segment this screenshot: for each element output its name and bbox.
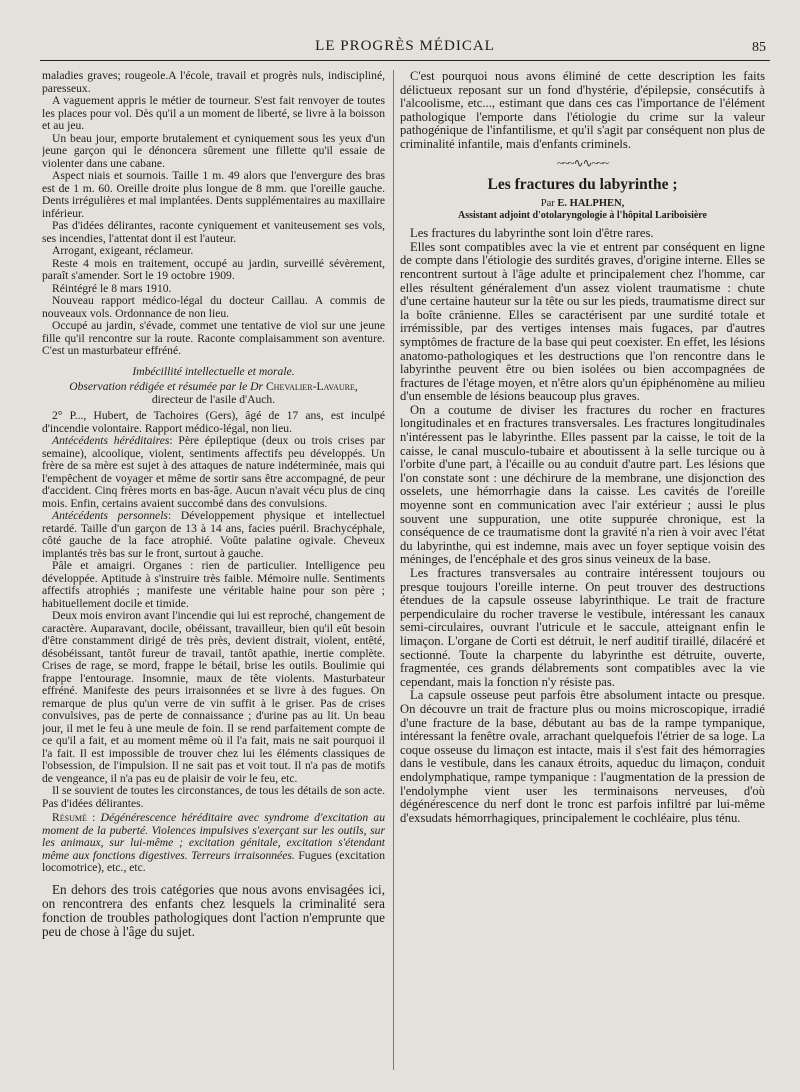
observation-author-title: directeur de l'asile d'Auch. [151,392,276,406]
observation-credit [42,381,385,394]
author-affiliation: Assistant adjoint d'otolaryngologie à l'hôpital Lariboisière [458,210,707,222]
paragraph: On a coutume de diviser les fractures du rocher en fractures longitudinales et en fractures transversales. Les fractures longitudinales n'intéressent pas le labyrinthe. Elles passent par la caisse, le toit de la caisse, le canal musculo-tubaire et aboutissent à la selle turcique ou à l'orbite d'une part, à l'écaille ou au conduit d'autre part. Les lésions que l'on constate sont : une déchirure de la membrane, une disjonction des osselets, une hémorrhagie dans la caisse. Les cavités de l'oreille moyenne sont en communication avec l'air extérieur ; aussi le plus souvent une suppuration, une otite suppurée chronique, est la conséquence de ce traumatisme dont la gravité n'a rien à voir avec l'état du labyrinthe, qui est indemne, mais avec un foyer septique voisin des méninges, de l'encéphale et des gros sinus veineux de la base. [400,402,765,567]
summary [42,812,385,875]
paragraph: Pâle et amaigri. Organes : rien de particulier. Intelligence peu développée. Aptitude à s'instruire très faible. Mémoire nulle. Sentiments affectifs atrophiés ; manifeste une véritable haine pour son père ; habituellement docile et timide. [42,559,385,610]
paragraph: Pas d'idées délirantes, raconte cyniquement et vaniteusement ses vols, ses incendies, l'attentat dont il est l'auteur. [42,219,385,245]
antecedents-personal-label: Antécédents personnels [52,509,168,522]
paragraph: Reste 4 mois en traitement, occupé au jardin, surveillé sévèrement, paraît s'amender. Sort le 19 octobre 1909. [42,256,385,282]
section-subheading: Imbécillité intellectuelle et morale. [132,364,295,378]
paragraph: Il se souvient de toutes les circonstances, de tous les détails de son acte. Pas d'idées délirantes. [42,784,385,810]
article-title: Les fractures du labyrinthe ; [487,176,678,194]
paragraph: La capsule osseuse peut parfois être absolument intacte ou presque. On découvre un trait de fracture plus ou moins microscopique, irradié d'une fracture de la base, débutant au bas de la rampe tympanique, intéressant la fenêtre ovale, arrachant quelquefois l'étrier de sa loge. La coque osseuse du limaçon est intacte, mais il s'est fait des hémorragies dans le vestibule, dans les canaux étroits, aqueduc du limaçon, conduit endolymphatique, rampe tympanique : l'augmentation de la pression de l'endolymphe vient user les terminaisons nerveuses, d'où dégénérescence du nerf dont le tronc est parfois infiltré par lui-même d'exsudats hémorrhagiques, principalement le cochléaire, plus ténu. [400,688,765,825]
paragraph: Réintégré le 8 mars 1910. [52,281,172,295]
paragraph: Les fractures du labyrinthe sont loin d'être rares. [410,226,654,241]
byline [400,198,765,210]
byline-prefix: Par [540,198,555,210]
paragraph: Elles sont compatibles avec la vie et entrent par conséquent en ligne de compte dans l'étiologie des surdités graves, d'origine interne. Elles se rencontrent surtout à l'âge adulte et principalement chez l'homme, car elles résultent généralement d'un assez violent traumatisme : chute d'une certaine hauteur sur la tête ou sur les pieds, traumatisme direct sur la boîte crânienne. Elles se caractérisent par une surdité totale et irrémissible, par des vertiges intenses mais fugaces, par d'autres symptômes de fracture de la base qui peut coexister. En effet, les lésions anatomo-pathologiques et les destructions que l'on rencontre dans le labyrinthe peuvent être ou bien isolées ou bien accompagnées de fractures de l'étage moyen, et n'être alors qu'un épiphénomène au milieu d'un ensemble de lésions beaucoup plus graves. [400,239,765,404]
right-column [400,70,765,1075]
observation-credit-text: Observation rédigée et résumée par le Dr [69,380,264,393]
antecedents-personal-text: : Développement physique et intellectuel retardé. Taille d'un garçon de 13 à 14 ans, facies puéril. Brachycéphale, côté gauche de la face atrophié. Voûte palatine ogivale. Cheveux implantés très bas sur le front, surtout à gauche. [42,509,385,560]
running-title: LE PROGRÈS MÉDICAL [315,38,495,54]
paragraph: A vaguement appris le métier de tourneur. S'est fait renvoyer de toutes les places pour vol. Dès qu'il a un moment de liberté, se livre à la boisson et au jeu. [42,94,385,132]
paragraph: Aspect niais et sournois. Taille 1 m. 49 alors que l'envergure des bras est de 1 m. 60. Oreille droite plus longue de 8 mm. que l'oreille gauche. Dents irrégulières et mal implantées. Dents supplémentaires au maxillaire inférieur. [42,169,385,220]
paragraph: maladies graves; rougeole.A l'école, travail et progrès nuls, indiscipliné, paresseux. [42,70,385,95]
paragraph: Un beau jour, emporte brutalement et cyniquement sous les yeux d'un jeune garçon qui le dénoncera sûrement une fillette qu'il essaie de violenter dans une cabane. [42,131,385,170]
left-column [42,70,385,1075]
case-intro: 2° P..., Hubert, de Tachoires (Gers), âgé de 17 ans, est inculpé d'incendie volontaire. Rapport médico-légal, non lieu. [42,409,385,435]
ornament-divider: ~~~∿∿~~~ [556,155,609,170]
paragraph: C'est pourquoi nous avons éliminé de cette description les faits délictueux reposant sur un fond d'hystérie, d'épilepsie, consécutifs à l'alcoolisme, etc..., estimant que dans ces cas l'importance de l'élément pathologique l'emporte dans l'étiologie du crime sur la valeur pathogénique de l'infantilisme, et qu'il s'agit par conséquent non plus de criminalité infantile, mais d'enfants criminels. [400,70,765,151]
paragraph: Les fractures transversales au contraire intéressent toujours ou presque toujours l'oreille interne. On peut trouver des destructions étendues de la capsule osseuse labyrinthique. Le trait de fracture perpendiculaire du rocher traverse le vestibule, intéressant les canaux semi-circulaires, ouvrant l'utricule et le saccule, atteignant enfin le limaçon. L'organe de Corti est détruit, le nerf auditif tiraillé, dilacéré et sectionné. Toute la charpente du labyrinthe est détruite, ouverte, fragmentée, ces grands délabrements sont compatibles avec la vie cependant, mais la fonction n'y résiste pas. [400,566,765,689]
summary-tail: Fugues (excitation locomotrice), etc., etc. [42,848,385,874]
paragraph [42,435,385,510]
byline-author: E. HALPHEN, [557,198,625,210]
paragraph: Arrogant, exigeant, réclameur. [52,244,194,257]
paragraph: Nouveau rapport médico-légal du docteur Caillau. A commis de nouveaux vols. Ordonnance de non lieu. [42,294,385,320]
page-number: 85 [752,40,766,55]
observation-author: Chevalier-Lavaure, [265,380,358,393]
column-divider [393,70,394,1070]
paragraph: En dehors des trois catégories que nous avons envisagées ici, on rencontrera des enfants chez lesquels la criminalité sera fonction de troubles pathologiques dont l'action n'emprunte que peu de chose à l'âge du sujet. [42,881,385,940]
summary-text: Dégénérescence héréditaire avec syndrome d'excitation au moment de la puberté. Violences impulsives s'exerçant sur les outils, sur les animaux, sur lui-même ; excitation génitale, excitation s'étendant même aux fonctions digestives. Terreurs irraisonnées. [42,811,385,862]
antecedents-hereditary-text: : Père épileptique (deux ou trois crises par semaine), alcoolique, violent, sentiments affectifs peu développés. Un frère de sa mère est sujet à des attaques de nature indéterminée, mais qui l'empêchent de voyager et même de sortir sans être accompagné, de peur d'accident. Cinq frères morts en bas-âge. Aucun n'avait vécu plus de cinq mois. Enfin, certains avaient succombé dans des convulsions. [42,434,385,510]
paragraph: Occupé au jardin, s'évade, commet une tentative de viol sur une jeune fille qu'il rencontre sur la route. Raconte complaisamment son aventure. C'est un masturbateur effréné. [42,319,385,357]
antecedents-hereditary-label: Antécédents héréditaires [52,434,170,447]
paragraph: Deux mois environ avant l'incendie qui lui est reproché, changement de caractère. Auparavant, docile, obéissant, travailleur, bien qu'il eût besoin d'être constamment dirigé de très près, devient distrait, violent, entêté, désobéissant, tantôt fureur de travail, tantôt apathie, inertie complète. Crises de rage, se mord, frappe le bétail, brise les outils. Boulimie qui frappe l'entourage. Insomnie, maux de tête violents. Masturbateur effréné. Manifeste des peurs irraisonnées et se livre à des fugues. On remarque de plus qu'un verre de vin suffit à le griser. Pas de crises convulsives, pas de perte de connaissance ; d'urine pas au lit. Un beau jour, il met le feu à une meule de foin. Il se rend parfaitement compte de ce qu'il a fait, et au moment même où il l'a fait, mais ne sait pourquoi il l'a fait. Il est impossible de trouver chez lui les éléments classiques de l'obsession, de l'impulsion. Il ne sait pas et voit tout. Il n'a pas de motifs de vengeance, il n'a pas eu de plaisir de voir le feu, etc. [42,609,385,785]
page-header [40,36,770,61]
paragraph [42,510,385,560]
summary-label: Résumé : [52,811,96,824]
